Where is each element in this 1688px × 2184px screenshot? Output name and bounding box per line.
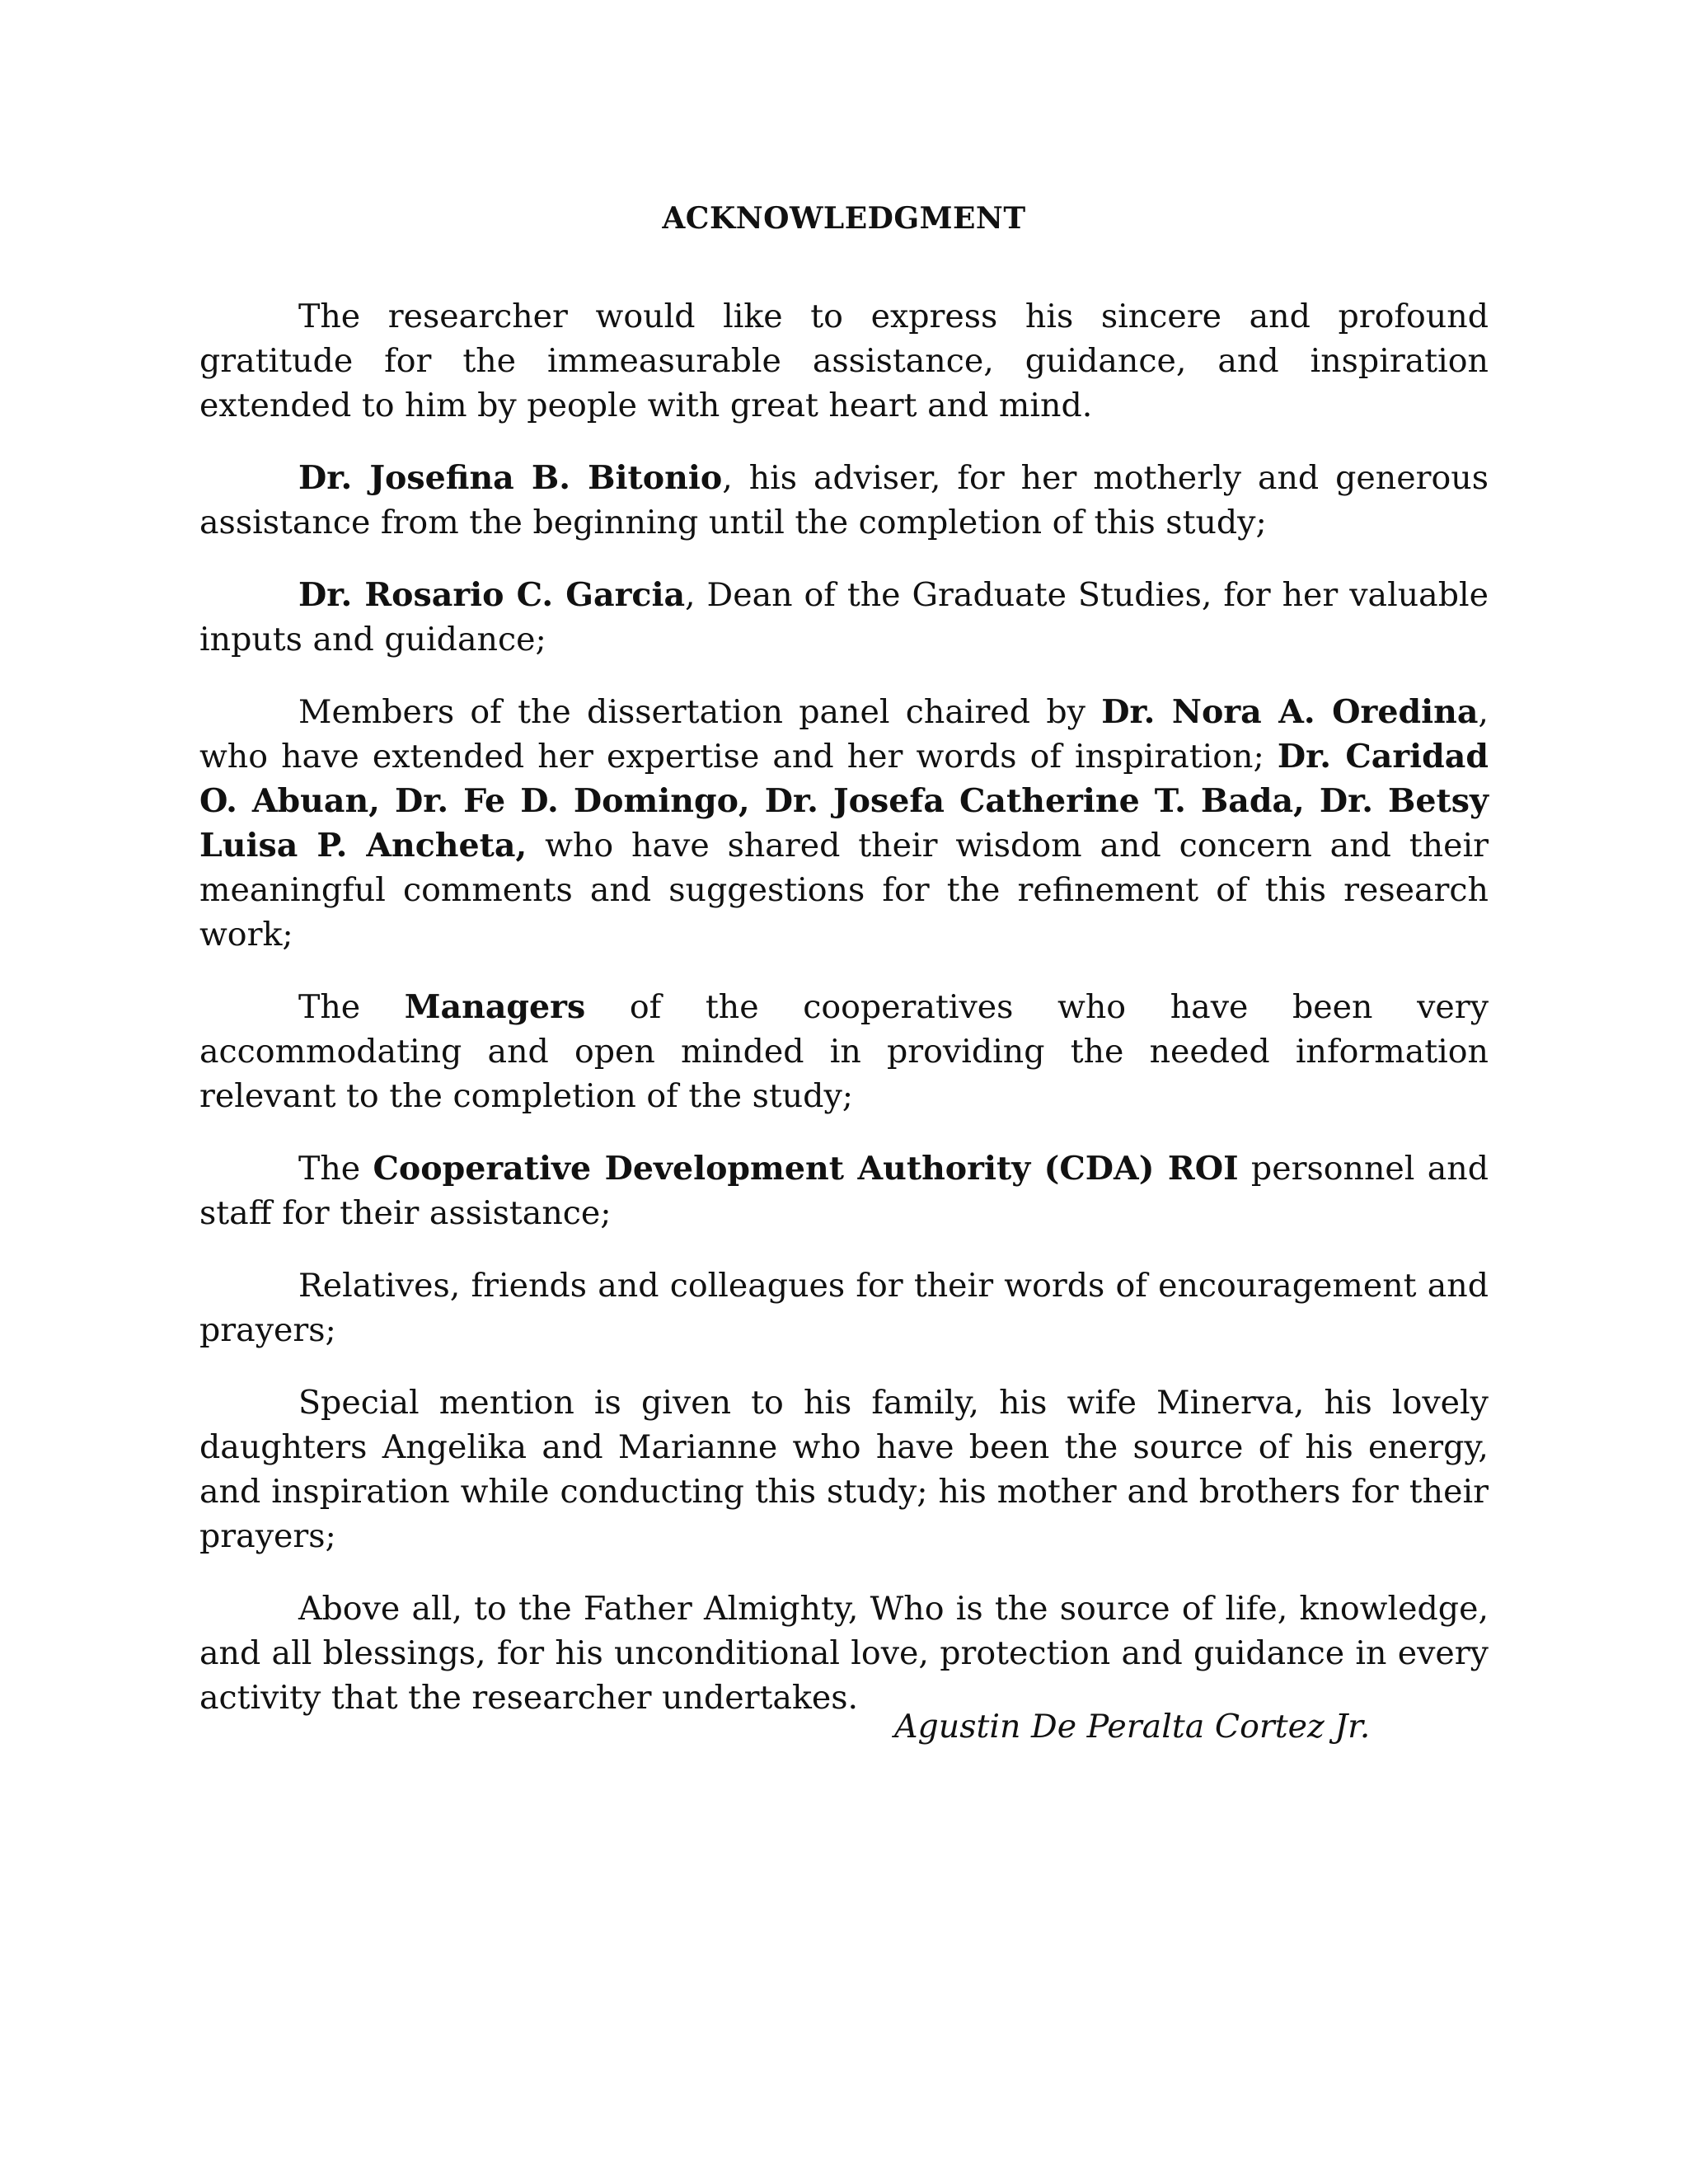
panel-paragraph	[199, 690, 1489, 957]
managers-text-2: of the cooperatives who have been very accommodating and open minded in providing the needed information relevant to the completion of the study;	[199, 988, 1489, 1115]
cda-paragraph	[199, 1146, 1489, 1235]
panel-text-3: who have shared their wisdom and concern and their meaningful comments and suggestions for the refinement of this research work;	[199, 827, 1489, 954]
almighty-text: Above all, to the Father Almighty, Who is the source of life, knowledge, and all blessings, for his unconditional love, protection and guidance in every activity that the researcher undertakes.	[199, 1590, 1489, 1717]
intro-text: The researcher would like to express his sincere and profound gratitude for the immeasurable assistance, guidance, and inspiration extended to him by people with great heart and mind.	[199, 298, 1489, 424]
managers-bold: Managers	[404, 988, 586, 1026]
managers-paragraph	[199, 985, 1489, 1118]
author-signature: Agustin De Peralta Cortez Jr.	[894, 1708, 1371, 1746]
managers-text-1: The	[298, 988, 405, 1026]
panel-member-names: Dr. Caridad O. Abuan, Dr. Fe D. Domingo, Dr. Josefa Catherine T. Bada, Dr. Betsy Luisa P. Ancheta,	[199, 738, 1489, 865]
cda-bold: Cooperative Development Authority (CDA) ROI	[373, 1150, 1239, 1188]
family-text: Special mention is given to his family, his wife Minerva, his lovely daughters Angelika and Marianne who have been the source of his energy, and inspiration while conducting this study; his mother and brothers for their prayers;	[199, 1384, 1489, 1555]
relatives-paragraph	[199, 1263, 1489, 1352]
intro-paragraph	[199, 294, 1489, 428]
family-paragraph	[199, 1380, 1489, 1558]
page-title: ACKNOWLEDGMENT	[662, 201, 1026, 236]
adviser-name: Dr. Josefina B. Bitonio	[298, 459, 723, 497]
panel-text-1: Members of the dissertation panel chaired by	[298, 693, 1102, 731]
adviser-text: , his adviser, for her motherly and generous assistance from the beginning until the completion of this study;	[199, 459, 1489, 541]
almighty-paragraph	[199, 1586, 1489, 1720]
dean-text: , Dean of the Graduate Studies, for her valuable inputs and guidance;	[199, 576, 1489, 658]
dean-paragraph	[199, 573, 1489, 662]
cda-text-1: The	[298, 1150, 373, 1188]
panel-text-2: , who have extended her expertise and her words of inspiration;	[199, 693, 1489, 776]
document-body	[199, 196, 1489, 1748]
adviser-paragraph	[199, 456, 1489, 545]
cda-text-2: personnel and staff for their assistance;	[199, 1150, 1489, 1232]
panel-chair-name: Dr. Nora A. Oredina	[1101, 693, 1479, 731]
dean-name: Dr. Rosario C. Garcia	[298, 576, 686, 614]
relatives-text: Relatives, friends and colleagues for their words of encouragement and prayers;	[199, 1267, 1489, 1349]
